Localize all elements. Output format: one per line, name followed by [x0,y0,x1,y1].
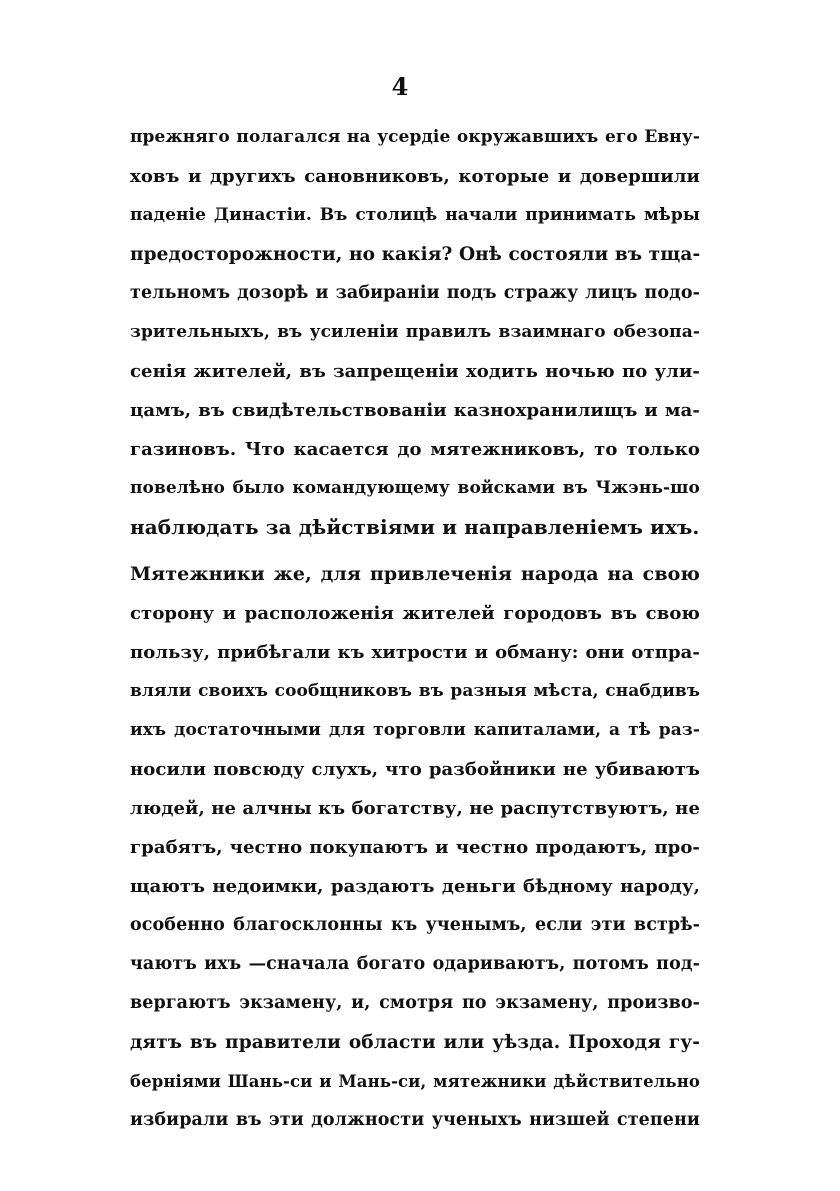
text-line: прежняго полагался на усердіе окружавшихъ его Евну- [130,127,700,147]
text-line: тельномъ дозорѣ и забираніи подъ стражу лицъ подо- [130,283,700,303]
text-line: щаютъ недоимки, раздаютъ деньги бѣдному народу, [130,876,700,897]
page-number: 4 [391,72,409,101]
text-line: ихъ достаточными для торговли капиталами, а тѣ раз- [130,720,700,740]
text-line: предосторожности, но какія? Онѣ состояли въ тща- [130,244,701,265]
text-line: пользу, прибѣгали къ хитрости и обману: они отпра- [130,642,700,663]
body-text [130,118,700,1140]
text-line: носили повсюду слухъ, что разбойники не убиваютъ [130,759,700,780]
paragraph [130,118,700,547]
text-line: особенно благосклонны къ ученымъ, если эти встрѣ- [130,915,700,935]
text-line: вергаютъ экзамену, и, смотря по экзамену, произво- [130,993,700,1013]
text-line: сенія жителей, въ запрещеніи ходить ночью по ули- [130,361,700,382]
text-line: людей, не алчны къ богатству, не распутствуютъ, не [130,798,700,819]
text-line: цамъ, въ свидѣтельствованіи казнохранилищъ и ма- [130,400,700,421]
text-line: грабятъ, честно покупаютъ и честно продаютъ, про- [130,837,700,858]
text-line: вляли своихъ сообщниковъ въ разныя мѣста, снабдивъ [130,681,700,701]
text-line: ховъ и другихъ сановниковъ, которые и довершили [130,166,700,187]
text-line: избирали въ эти должности ученыхъ низшей степени [130,1110,700,1130]
paragraph-gap [130,547,700,555]
text-line: сторону и расположенія жителей городовъ въ свою [130,603,700,624]
text-line: берніями Шань-си и Мань-си, мятежники дѣйствительно [130,1072,700,1091]
text-line: зрительныхъ, въ усиленіи правилъ взаимнаго обезопа- [130,322,700,342]
text-line: повелѣно было командующему войсками въ Чжэнь-шо [130,478,700,498]
text-line: Мятежники же, для привлеченія народа на свою [130,563,700,585]
text-line: чаютъ ихъ —сначала богато одариваютъ, потомъ под- [130,954,700,974]
text-line: дятъ въ правители области или уѣзда. Проходя гу- [130,1032,700,1053]
text-line: паденіе Династіи. Въ столицѣ начали принимать мѣры [130,205,700,225]
text-line: наблюдать за дѣйствіями и направленіемъ ихъ. [130,515,700,539]
text-line: газиновъ. Что касается до мятежниковъ, то только [130,439,700,460]
paragraph [130,555,700,1140]
